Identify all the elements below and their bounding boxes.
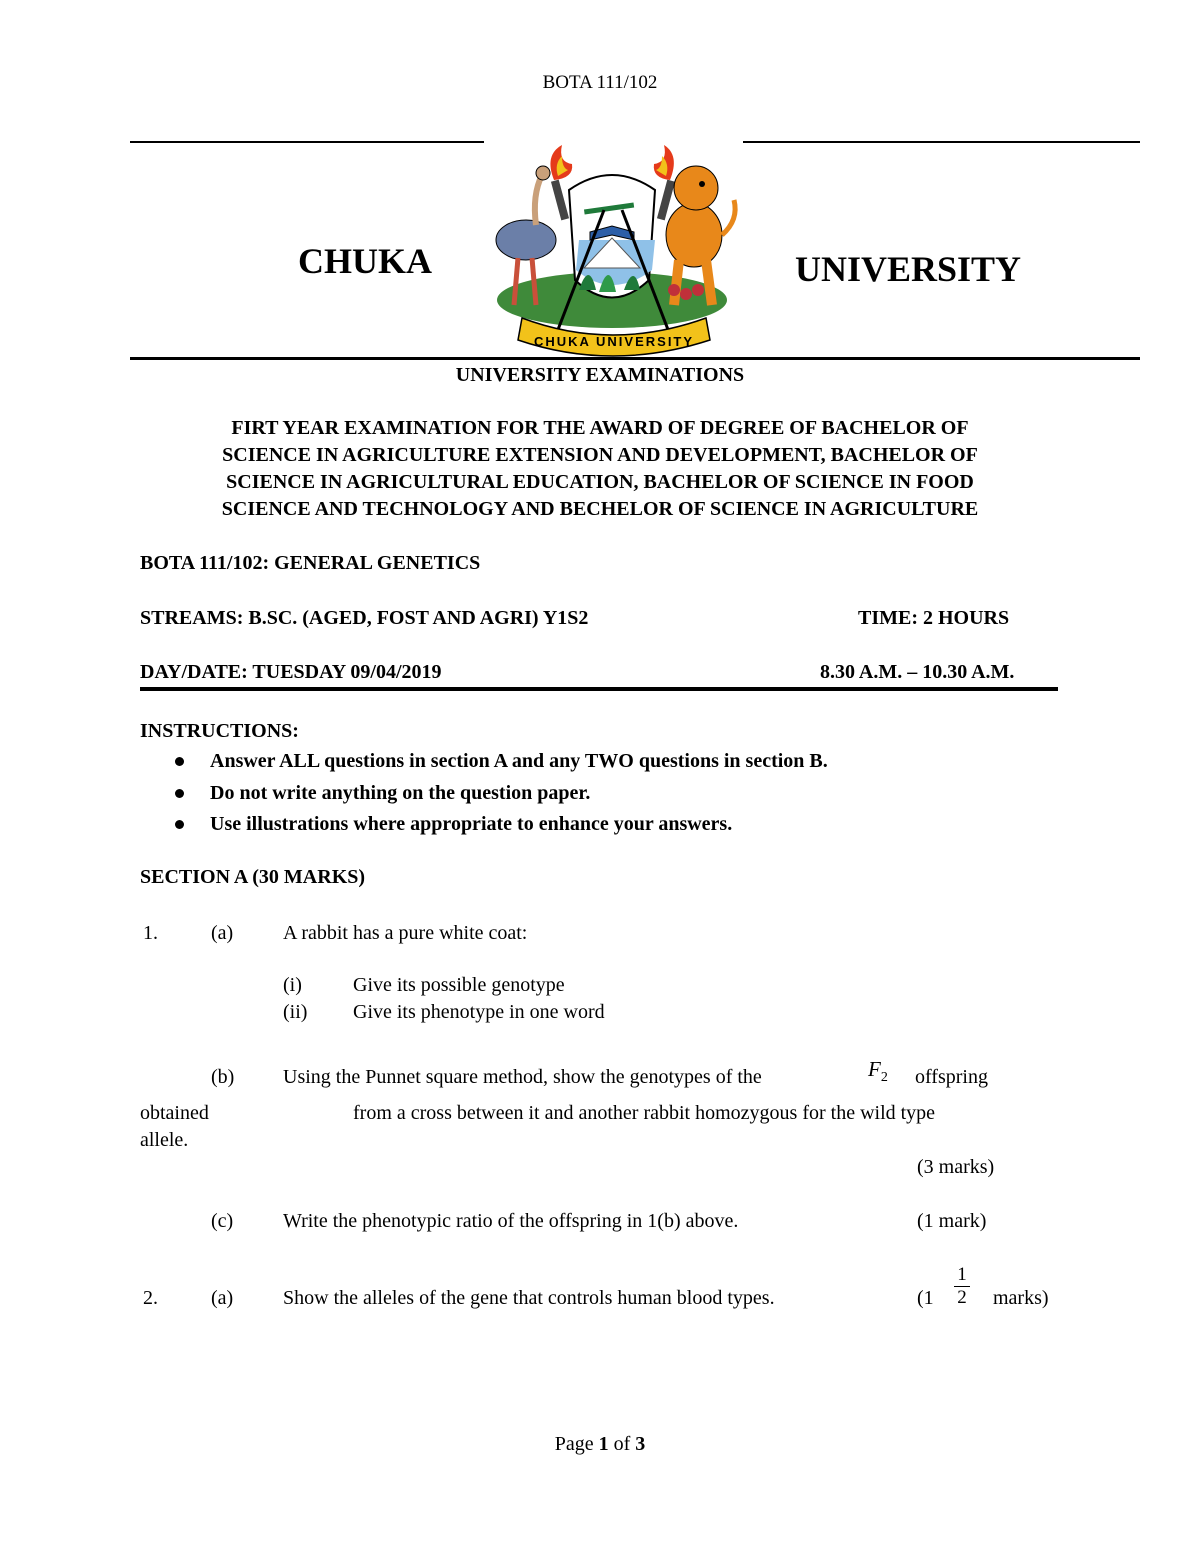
instruction-text: Use illustrations where appropriate to enhance your answers. [210, 813, 733, 836]
exam-title [120, 415, 1080, 523]
bullet-icon [175, 757, 184, 766]
brand-right-word: UNIVERSITY [795, 249, 1022, 289]
q1b-line2-left: obtained [140, 1102, 209, 1124]
time-range: 8.30 A.M. – 10.30 A.M. [820, 661, 1015, 683]
f2-letter: F [868, 1057, 881, 1081]
q1b-line3: allele. [140, 1129, 189, 1151]
q1b-text-start: Using the Punnet square method, show the genotypes of the [283, 1066, 762, 1088]
page-total: 3 [635, 1433, 646, 1455]
details-rule [140, 687, 1058, 691]
instruction-text: Answer ALL questions in section A and any TWO questions in section B. [210, 750, 828, 773]
exam-heading: UNIVERSITY EXAMINATIONS [455, 364, 745, 386]
instruction-text: Do not write anything on the question paper. [210, 781, 591, 804]
list-item [175, 778, 828, 810]
bullet-icon [175, 820, 184, 829]
f2-symbol [868, 1057, 888, 1086]
exam-duration: TIME: 2 HOURS [858, 607, 1010, 629]
course-code-title: BOTA 111/102: GENERAL GENETICS [140, 552, 481, 574]
page-word: Page [554, 1433, 594, 1455]
q1a-text: A rabbit has a pure white coat: [283, 922, 528, 944]
of-word: of [613, 1433, 631, 1455]
instructions-heading: INSTRUCTIONS: [140, 720, 299, 742]
fraction-denominator: 2 [957, 1287, 967, 1308]
exam-title-line: SCIENCE IN AGRICULTURE EXTENSION AND DEVELOPMENT, BACHELOR OF [222, 444, 978, 466]
q1ai-label: (i) [283, 974, 302, 996]
q1a-label: (a) [211, 922, 234, 944]
q2a-label: (a) [211, 1287, 234, 1309]
q1aii-text: Give its phenotype in one word [353, 1001, 605, 1023]
streams: STREAMS: B.SC. (AGED, FOST AND AGRI) Y1S2 [140, 607, 589, 629]
exam-title-line: FIRT YEAR EXAMINATION FOR THE AWARD OF DEGREE OF BACHELOR OF [231, 417, 969, 439]
fraction-numerator: 1 [957, 1264, 967, 1285]
brand-left-word: CHUKA [298, 241, 432, 281]
fraction-one-half [954, 1264, 970, 1309]
q2a-marks-open: (1 [917, 1287, 934, 1309]
list-item [175, 746, 828, 778]
q1b-marks: (3 marks) [917, 1156, 995, 1178]
exam-title-line: SCIENCE AND TECHNOLOGY AND BECHELOR OF SCIENCE IN AGRICULTURE [221, 498, 979, 520]
running-header: BOTA 111/102 [542, 72, 658, 93]
q1c-text: Write the phenotypic ratio of the offspring in 1(b) above. [283, 1210, 739, 1232]
q2a-text: Show the alleles of the gene that controls human blood types. [283, 1287, 775, 1309]
day-date: DAY/DATE: TUESDAY 09/04/2019 [140, 661, 442, 683]
instructions-list [175, 746, 828, 841]
q1aii-label: (ii) [283, 1001, 308, 1023]
q1-number: 1. [143, 922, 158, 944]
q1c-marks: (1 mark) [917, 1210, 987, 1232]
q1b-label: (b) [211, 1066, 235, 1088]
q2-number: 2. [143, 1287, 158, 1309]
q1b-text-end: offspring [915, 1066, 988, 1088]
list-item [175, 809, 828, 841]
university-crest-logo [484, 140, 742, 358]
section-a-heading: SECTION A (30 MARKS) [140, 866, 366, 888]
q1b-line2-right: from a cross between it and another rabbit homozygous for the wild type [353, 1102, 936, 1124]
header-rule-top-right [743, 141, 1140, 143]
exam-title-line: SCIENCE IN AGRICULTURAL EDUCATION, BACHELOR OF SCIENCE IN FOOD [226, 471, 974, 493]
page-number: 1 [598, 1433, 609, 1455]
header-rule-top-left [130, 141, 484, 143]
f2-subscript: 2 [880, 1070, 888, 1086]
q1ai-text: Give its possible genotype [353, 974, 565, 996]
crest-banner-text: CHUKA UNIVERSITY [533, 334, 695, 349]
bullet-icon [175, 789, 184, 798]
q1c-label: (c) [211, 1210, 234, 1232]
page-footer [0, 1433, 1200, 1456]
q2a-marks-close: marks) [993, 1287, 1049, 1309]
